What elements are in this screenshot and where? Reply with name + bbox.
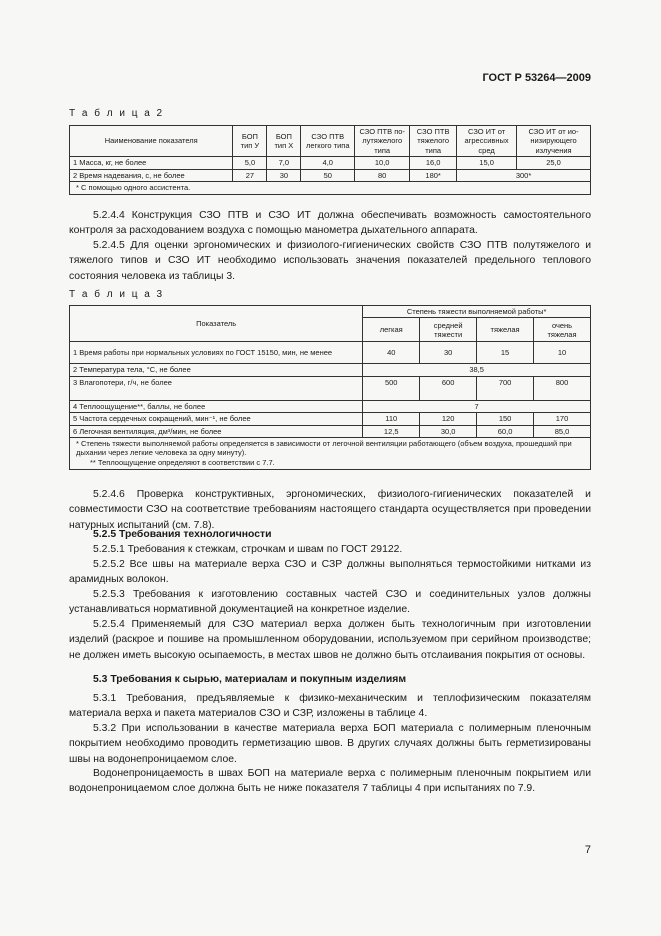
table-cell: 25,0 <box>517 157 591 169</box>
table-cell: 120 <box>420 413 477 425</box>
table-cell: 7 <box>363 400 591 412</box>
table-2-header: БОП тип Х <box>267 126 301 157</box>
table-cell: 15 <box>477 342 534 364</box>
table-cell: 60,0 <box>477 425 534 437</box>
table-cell: 1 Время работы при нормальных условиях по ГОСТ 15150, мин, не менее <box>70 342 363 364</box>
table-cell: 12,5 <box>363 425 420 437</box>
table-cell: 600 <box>420 376 477 400</box>
table-row <box>70 157 591 169</box>
table-3-level-header: средней тяжести <box>420 318 477 342</box>
table-2-caption: Т а б л и ц а 2 <box>69 108 165 119</box>
heading-5-3: 5.3 Требования к сырью, материалам и покупным изделиям <box>93 674 407 685</box>
table-row <box>70 400 591 412</box>
table-row <box>70 376 591 400</box>
table-3-header-indicator: Показатель <box>70 306 363 342</box>
table-cell: 30,0 <box>420 425 477 437</box>
table-cell: 180* <box>410 169 457 181</box>
table-cell: 15,0 <box>457 157 517 169</box>
table-cell: 10,0 <box>355 157 410 169</box>
table-cell: 800 <box>534 376 591 400</box>
table-cell: 4 Теплоощущение**, баллы, не более <box>70 400 363 412</box>
paragraph-5-2-4-5: 5.2.4.5 Для оценки эргономических и физиолого-гигиенических свойств СЗО ПТВ полутяжелого и тяжелого типов и СЗО ИТ необходимо использовать значения показателей предельного теплового состояния человека из таблицы 3. <box>69 240 591 282</box>
table-3-header-group: Степень тяжести выполняемой работы* <box>363 306 591 318</box>
document-header: ГОСТ Р 53264—2009 <box>482 72 591 84</box>
table-cell: 4,0 <box>301 157 355 169</box>
table-cell: 500 <box>363 376 420 400</box>
table-cell: 16,0 <box>410 157 457 169</box>
table-cell: 10 <box>534 342 591 364</box>
table-cell: 110 <box>363 413 420 425</box>
paragraph-5-2-5-2: 5.2.5.2 Все швы на материале верха СЗО и СЗР должны выполняться термостойкими нитками из арамидных волокон. <box>69 559 591 586</box>
table-cell: 85,0 <box>534 425 591 437</box>
table-3-footnote-1: * Степень тяжести выполняемой работы определяется в зависимости от легочной вентиляции работающего (объем воздуха, прошедший при дыхании через легкие человека за одну минуту). <box>76 438 572 458</box>
table-row <box>70 413 591 425</box>
table-3-footnote-2: ** Теплоощущение определяют в соответствии с 7.7. <box>90 457 275 467</box>
table-cell: 7,0 <box>267 157 301 169</box>
table-row <box>70 364 591 376</box>
table-2-header: Наименование показателя <box>70 126 233 157</box>
table-2-header: СЗО ПТВ легкого типа <box>301 126 355 157</box>
table-cell: 5,0 <box>233 157 267 169</box>
table-row <box>70 425 591 437</box>
table-3-footnotes <box>70 437 591 469</box>
table-row <box>70 169 591 181</box>
table-cell: 150 <box>477 413 534 425</box>
table-cell: 30 <box>267 169 301 181</box>
table-cell: 5 Частота сердечных сокращений, мин⁻¹, не более <box>70 413 363 425</box>
table-2-header: БОП тип У <box>233 126 267 157</box>
table-3 <box>69 305 591 470</box>
table-cell: 6 Легочная вентиляция, дм³/мин, не более <box>70 425 363 437</box>
table-cell: 3 Влагопотери, г/ч, не более <box>70 376 363 400</box>
table-cell: 700 <box>477 376 534 400</box>
table-2-header: СЗО ИТ от ио-низирующего излучения <box>517 126 591 157</box>
table-cell: 300* <box>457 169 591 181</box>
table-cell: 80 <box>355 169 410 181</box>
table-3-level-header: тяжелая <box>477 318 534 342</box>
paragraph-5-2-4-6: 5.2.4.6 Проверка конструктивных, эргономических, физиолого-гигиенических показателей и совместимости СЗО на соответствие требованиям настоящего стандарта осуществляется при проведении натурных испытаний (см. 7.8). <box>69 489 591 531</box>
table-cell: 50 <box>301 169 355 181</box>
table-2 <box>69 125 591 195</box>
table-cell: 2 Температура тела, °С, не более <box>70 364 363 376</box>
table-cell: 170 <box>534 413 591 425</box>
table-3-level-header: легкая <box>363 318 420 342</box>
table-cell: 2 Время надевания, с, не более <box>70 169 233 181</box>
paragraph-5-3-2: 5.3.2 При использовании в качестве материала верха БОП материала с полимерным пленочным покрытием необходимо проводить герметизацию швов. В других случаях должны быть герметизированы швы на водонепроницаемом слое. <box>69 723 591 765</box>
paragraph-5-3-1: 5.3.1 Требования, предъявляемые к физико-механическим и теплофизическим показателям материала верха и пакета материалов СЗО и СЗР, изложены в таблице 4. <box>69 693 591 720</box>
heading-5-2-5: 5.2.5 Требования технологичности <box>93 529 272 540</box>
table-2-header: СЗО ИТ от агрессивных сред <box>457 126 517 157</box>
paragraph-5-2-5-1: 5.2.5.1 Требования к стежкам, строчкам и швам по ГОСТ 29122. <box>93 544 403 555</box>
paragraph-5-2-4-4: 5.2.4.4 Конструкция СЗО ПТВ и СЗО ИТ должна обеспечивать возможность самостоятельного контроля за расходованием воздуха с помощью манометра дыхательного аппарата. <box>69 210 591 237</box>
paragraph-5-2-5-3: 5.2.5.3 Требования к изготовлению составных частей СЗО и соединительных узлов должны устанавливаться нормативной документацией на конкретное изделие. <box>69 589 591 616</box>
table-cell: 40 <box>363 342 420 364</box>
paragraph-5-2-5-4: 5.2.5.4 Применяемый для СЗО материал верха должен быть технологичным при изготовлении изделий (раскрое и пошиве на промышленном оборудовании, используемом при серийном производстве; не должен иметь высокую осыпаемость, в местах швов не должно быть отслаивания покрытия от основы. <box>69 619 591 661</box>
table-2-footnote: * С помощью одного ассистента. <box>70 181 591 194</box>
table-cell: 27 <box>233 169 267 181</box>
table-cell: 30 <box>420 342 477 364</box>
page-number: 7 <box>584 844 591 856</box>
table-2-header: СЗО ПТВ тяжелого типа <box>410 126 457 157</box>
table-2-header: СЗО ПТВ по-лутяжелого типа <box>355 126 410 157</box>
table-3-caption: Т а б л и ц а 3 <box>69 289 165 300</box>
paragraph-5-3-2-cont: Водонепроницаемость в швах БОП на материале верха с полимерным пленочным покрытием или водонепроницаемом слое должна быть не ниже показателя 7 таблицы 4 при испытаниях по 7.9. <box>69 768 591 795</box>
table-3-level-header: очень тяжелая <box>534 318 591 342</box>
table-row <box>70 342 591 364</box>
table-cell: 1 Масса, кг, не более <box>70 157 233 169</box>
table-cell: 38,5 <box>363 364 591 376</box>
